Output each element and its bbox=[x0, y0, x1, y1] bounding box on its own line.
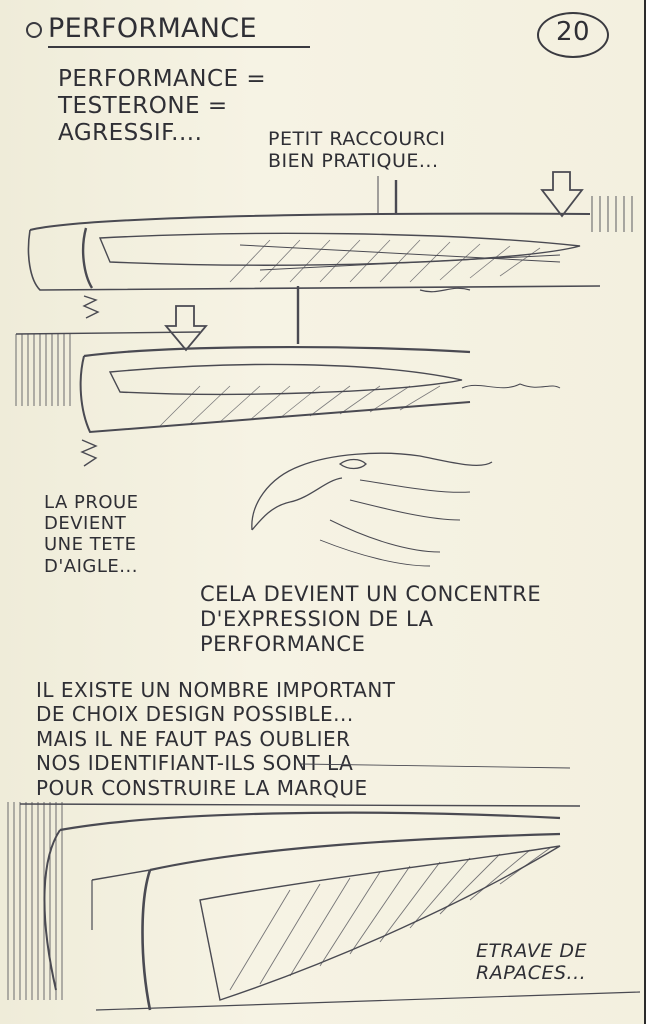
note-concentre: CELA DEVIENT UN CONCENTRE D'EXPRESSION DE LA PERFORMANCE bbox=[200, 582, 542, 656]
eagle-head-sketch bbox=[252, 453, 492, 566]
arrow-down-icon bbox=[166, 306, 206, 350]
page-number: 20 bbox=[555, 17, 591, 47]
arrow-down-icon bbox=[542, 172, 582, 216]
note-choix: IL EXISTE UN NOMBRE IMPORTANT DE CHOIX DESIGN POSSIBLE... MAIS IL NE FAUT PAS OUBLIER NOS IDENTIFIANT-ILS SONT LA POUR CONSTRUIRE LA MARQUE bbox=[36, 678, 396, 800]
note-proue: LA PROUE DEVIENT UNE TETE D'AIGLE... bbox=[44, 492, 139, 577]
hull-sketch-bottom bbox=[8, 764, 640, 1010]
hull-sketch-middle bbox=[16, 286, 560, 466]
note-equation: PERFORMANCE = TESTERONE = AGRESSIF.... bbox=[58, 66, 267, 147]
hull-sketch-top bbox=[28, 176, 632, 318]
page-title: PERFORMANCE bbox=[48, 13, 257, 44]
note-shortcut: PETIT RACCOURCI BIEN PRATIQUE... bbox=[268, 128, 446, 173]
note-etrave: ETRAVE DE RAPACES... bbox=[476, 940, 588, 985]
